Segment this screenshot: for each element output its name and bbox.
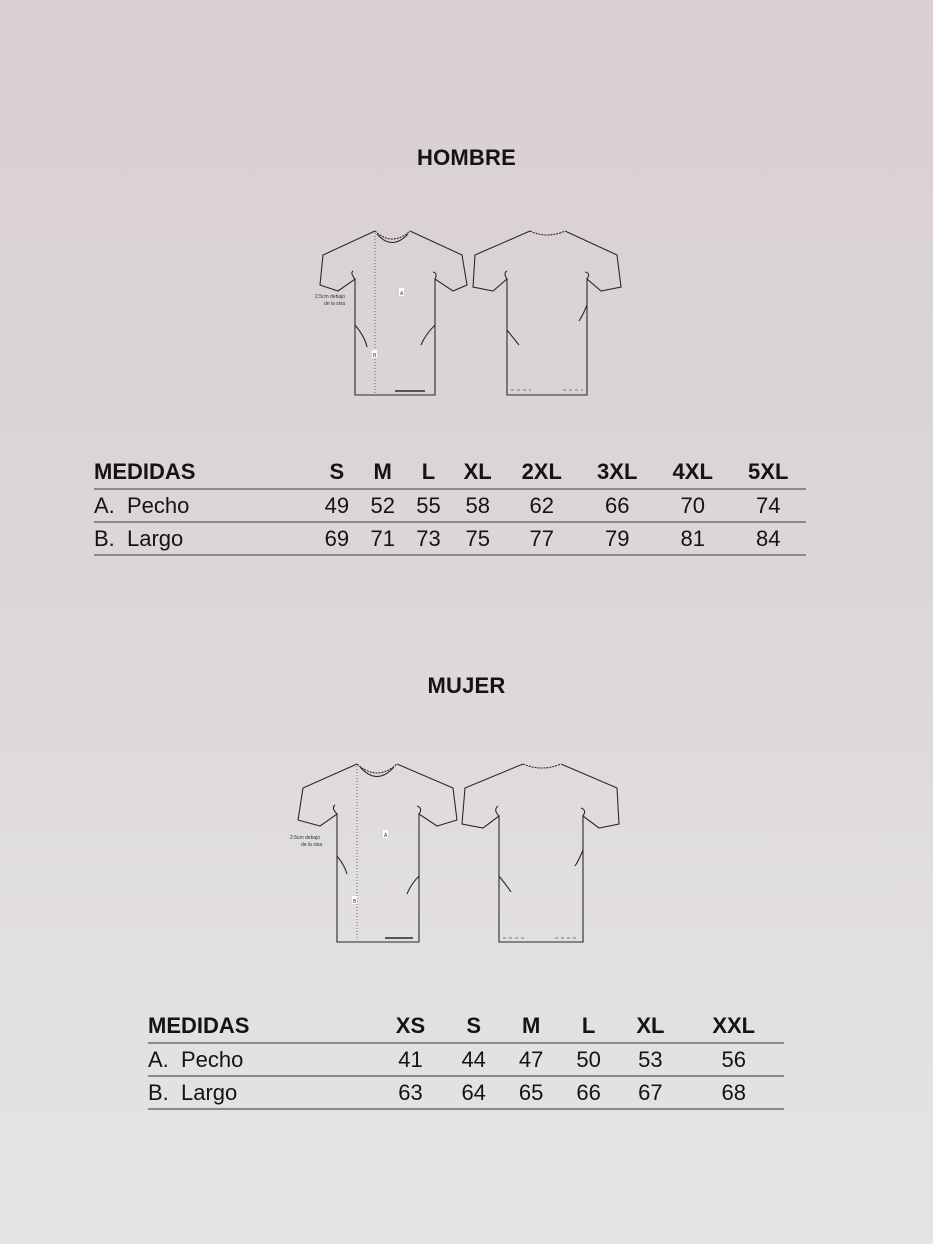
table-cell: 58 [451, 489, 504, 522]
women-row-label-largo: B. Largo [148, 1076, 376, 1109]
svg-text:de la sisa: de la sisa [301, 842, 323, 848]
men-size-2xl: 2XL [504, 455, 579, 489]
table-cell: 41 [376, 1043, 445, 1076]
table-cell: 68 [683, 1076, 784, 1109]
table-cell: 84 [730, 522, 806, 555]
table-cell: 79 [579, 522, 654, 555]
men-table-header-row [94, 455, 806, 489]
table-cell: 55 [406, 489, 452, 522]
svg-text:A: A [384, 833, 388, 839]
men-size-5xl: 5XL [730, 455, 806, 489]
table-cell: 70 [655, 489, 730, 522]
women-header-medidas: MEDIDAS [148, 1009, 376, 1043]
women-row-label-pecho: A. Pecho [148, 1043, 376, 1076]
table-cell: 66 [560, 1076, 617, 1109]
table-cell: 64 [445, 1076, 502, 1109]
women-size-m: M [502, 1009, 559, 1043]
table-cell: 50 [560, 1043, 617, 1076]
women-size-s: S [445, 1009, 502, 1043]
table-cell: 63 [376, 1076, 445, 1109]
women-size-xxl: XXL [683, 1009, 784, 1043]
men-size-table [94, 455, 806, 556]
men-row-label-largo: B. Largo [94, 522, 314, 555]
svg-text:B: B [373, 353, 377, 359]
men-size-m: M [360, 455, 406, 489]
table-row [148, 1076, 784, 1109]
men-tshirt-diagram [305, 225, 635, 403]
svg-text:2.5cm debajo: 2.5cm debajo [290, 835, 321, 841]
table-cell: 67 [617, 1076, 683, 1109]
table-cell: 65 [502, 1076, 559, 1109]
svg-text:2.5cm debajo: 2.5cm debajo [315, 294, 346, 300]
svg-text:de la sisa: de la sisa [324, 301, 346, 307]
table-cell: 47 [502, 1043, 559, 1076]
table-cell: 73 [406, 522, 452, 555]
tshirt-front-icon [320, 231, 467, 395]
table-cell: 62 [504, 489, 579, 522]
women-table-header-row [148, 1009, 784, 1043]
svg-text:B: B [353, 899, 357, 905]
tshirt-back-icon [462, 764, 619, 942]
women-size-xl: XL [617, 1009, 683, 1043]
table-cell: 49 [314, 489, 360, 522]
men-header-medidas: MEDIDAS [94, 455, 314, 489]
table-cell: 71 [360, 522, 406, 555]
tshirt-back-icon [473, 231, 621, 395]
women-section-title: MUJER [427, 673, 506, 698]
men-size-3xl: 3XL [579, 455, 654, 489]
table-cell: 81 [655, 522, 730, 555]
table-cell: 74 [730, 489, 806, 522]
women-size-l: L [560, 1009, 617, 1043]
table-cell: 52 [360, 489, 406, 522]
table-cell: 69 [314, 522, 360, 555]
men-size-4xl: 4XL [655, 455, 730, 489]
table-cell: 56 [683, 1043, 784, 1076]
women-size-xs: XS [376, 1009, 445, 1043]
men-size-l: L [406, 455, 452, 489]
table-cell: 53 [617, 1043, 683, 1076]
table-cell: 66 [579, 489, 654, 522]
women-tshirt-diagram [285, 758, 625, 948]
men-size-s: S [314, 455, 360, 489]
table-row [94, 489, 806, 522]
table-row [148, 1043, 784, 1076]
men-size-xl: XL [451, 455, 504, 489]
table-row [94, 522, 806, 555]
table-cell: 77 [504, 522, 579, 555]
tshirt-front-icon [298, 764, 457, 942]
women-size-table [148, 1009, 784, 1110]
table-cell: 44 [445, 1043, 502, 1076]
table-cell: 75 [451, 522, 504, 555]
men-section-title: HOMBRE [417, 145, 516, 170]
svg-text:A: A [400, 291, 404, 297]
men-row-label-pecho: A. Pecho [94, 489, 314, 522]
